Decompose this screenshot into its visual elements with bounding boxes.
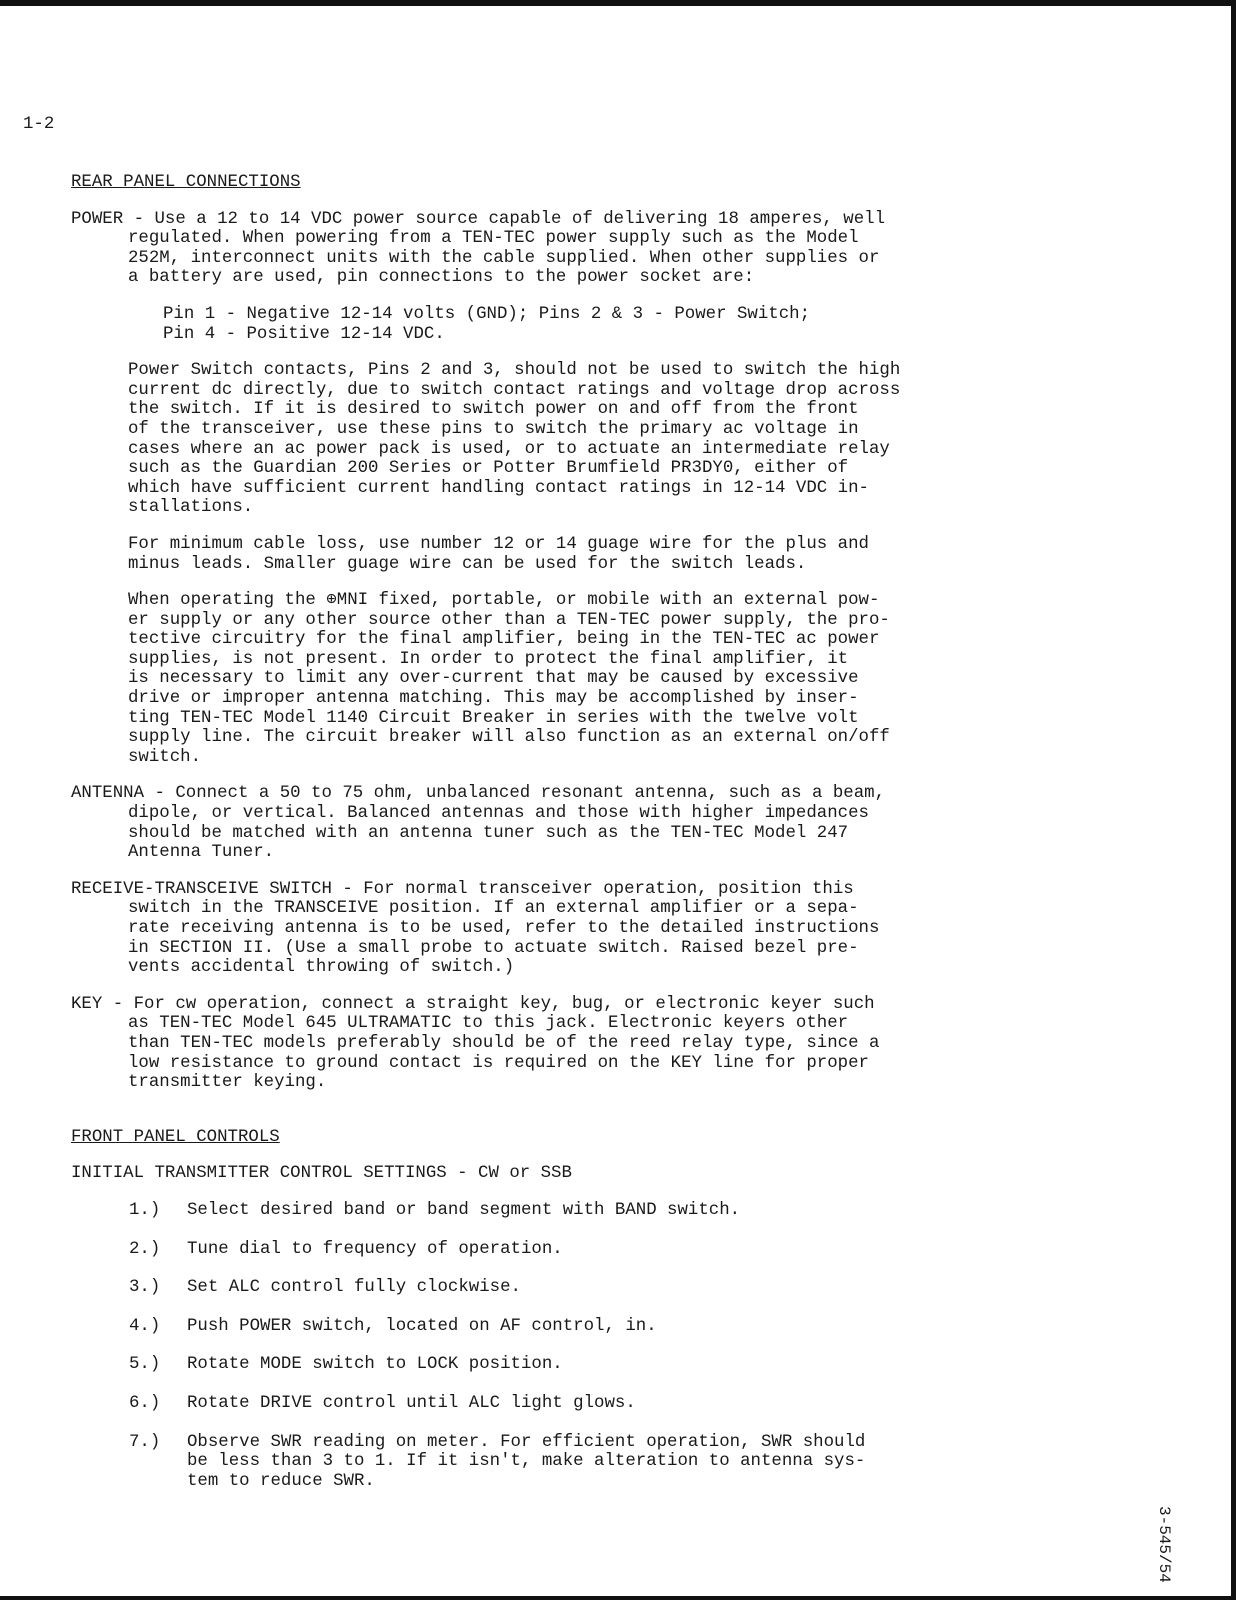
- rear-panel-heading: REAR PANEL CONNECTIONS: [71, 173, 301, 192]
- step-number: 4.): [129, 1316, 161, 1336]
- step-number: 2.): [129, 1239, 161, 1259]
- step-text: Tune dial to frequency of operation.: [187, 1239, 563, 1259]
- page-number: 1-2: [23, 115, 55, 134]
- step-text: Observe SWR reading on meter. For efficient operation, SWR should be less than 3 to 1. If it isn't, make alteration to antenna sys- tem to reduce SWR.: [187, 1432, 866, 1491]
- settings-steps-list: [71, 1201, 1131, 1491]
- step-number: 1.): [129, 1200, 161, 1220]
- document-body: [71, 173, 1131, 1510]
- list-item: [71, 1278, 1131, 1298]
- external-supply-paragraph: When operating the ⊕MNI fixed, portable, or mobile with an external pow- er supply or any other source other than a TEN-TEC power supply, the pro- tective circuitry for the final amplifier, being in the TEN-TEC ac power supplies, is not present. In order to protect the final amplifier, it is necessary to limit any over-current that may be caused by excessive drive or improper antenna matching. This may be accomplished by inser- ting TEN-TEC Model 1140 Circuit Breaker in series with the twelve volt supply line. The circuit breaker will also function as an external on/off switch.: [128, 591, 890, 767]
- page-border-right: [1231, 0, 1236, 1600]
- switch-contacts-paragraph: Power Switch contacts, Pins 2 and 3, should not be used to switch the high current dc directly, due to switch contact ratings and voltage drop across the switch. If it is desired to switch power on and off from the front of the transceiver, use these pins to switch the primary ac voltage in cases where an ac power pack is used, or to actuate an intermediate relay such as the Guardian 200 Series or Potter Brumfield PR3DY0, either of which have sufficient current handling contact ratings in 12-14 VDC in- stallations.: [128, 361, 901, 518]
- page-border-top: [0, 0, 1236, 6]
- key-paragraph: KEY - For cw operation, connect a straight key, bug, or electronic keyer such as TEN-TEC Model 645 ULTRAMATIC to this jack. Electronic keyers other than TEN-TEC models preferably should be of the reed relay type, since a low resistance to ground contact is required on the KEY line for proper transmitter keying.: [71, 994, 880, 1093]
- page-border-bottom: [0, 1596, 1236, 1600]
- step-text: Rotate DRIVE control until ALC light glows.: [187, 1393, 636, 1413]
- list-item: [71, 1201, 1131, 1221]
- list-item: [71, 1355, 1131, 1375]
- list-item: [71, 1317, 1131, 1337]
- step-text: Select desired band or band segment with BAND switch.: [187, 1200, 741, 1220]
- cable-loss-paragraph: For minimum cable loss, use number 12 or 14 guage wire for the plus and minus leads. Smaller guage wire can be used for the switch leads.: [128, 534, 869, 574]
- list-item: [71, 1394, 1131, 1414]
- antenna-paragraph: ANTENNA - Connect a 50 to 75 ohm, unbalanced resonant antenna, such as a beam, dipole, or vertical. Balanced antennas and those with higher impedances should be matched with an antenna tuner such as the TEN-TEC Model 247 Antenna Tuner.: [71, 784, 886, 863]
- step-text: Rotate MODE switch to LOCK position.: [187, 1355, 563, 1375]
- step-number: 7.): [129, 1432, 161, 1452]
- list-item: [71, 1240, 1131, 1260]
- front-panel-section: [71, 1128, 1131, 1492]
- power-paragraph: POWER - Use a 12 to 14 VDC power source capable of delivering 18 amperes, well regulated. When powering from a TEN-TEC power supply such as the Model 252M, interconnect units with the cable supplied. When other supplies or a battery are used, pin connections to the power socket are:: [71, 209, 886, 288]
- rear-panel-section: [71, 173, 1131, 1093]
- step-text: Set ALC control fully clockwise.: [187, 1278, 521, 1298]
- front-panel-heading: FRONT PANEL CONTROLS: [71, 1127, 280, 1147]
- step-text: Push POWER switch, located on AF control, in.: [187, 1316, 657, 1336]
- step-number: 3.): [129, 1278, 161, 1298]
- pin-connections: Pin 1 - Negative 12-14 volts (GND); Pins 2 & 3 - Power Switch; Pin 4 - Positive 12-14 VDC.: [163, 304, 811, 344]
- initial-settings-subheading: INITIAL TRANSMITTER CONTROL SETTINGS - CW or SSB: [71, 1164, 572, 1184]
- list-item: [71, 1433, 1131, 1492]
- step-number: 5.): [129, 1355, 161, 1375]
- document-code: 3-545/54: [1155, 1506, 1173, 1583]
- step-number: 6.): [129, 1393, 161, 1413]
- receive-transceive-paragraph: RECEIVE-TRANSCEIVE SWITCH - For normal transceiver operation, position this switch in the TRANSCEIVE position. If an external amplifier or a sepa- rate receiving antenna is to be used, refer to the detailed instructions in SECTION II. (Use a small probe to actuate switch. Raised bezel pre- vents accidental throwing of switch.): [71, 879, 880, 978]
